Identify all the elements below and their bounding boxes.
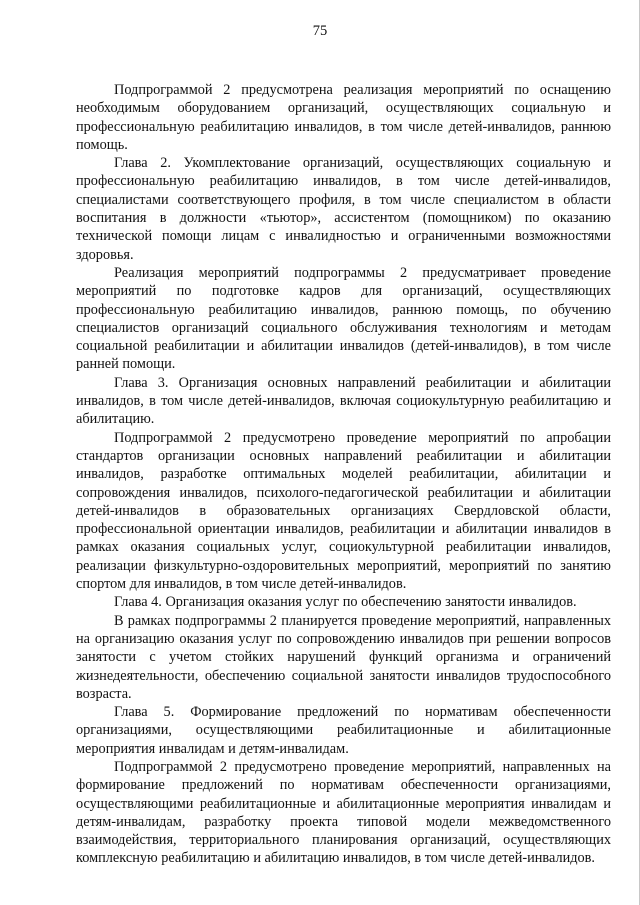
paragraph-chapter-2-heading: Глава 2. Укомплектование организаций, осуществляющих социальную и профессиональную реабилитацию инвалидов, в том числе детей-инвалидов, специалистами соответствующего профиля, в том числе специалистом в области воспитания в должности «тьютор», ассистентом (помощником) по оказанию технической помощи лицам с инвалидностью и ограниченными возможностями здоровья. xyxy=(76,155,611,263)
paragraph-chapter-4-heading: Глава 4. Организация оказания услуг по обеспечению занятости инвалидов. xyxy=(114,594,577,611)
page-number: 75 xyxy=(312,23,328,39)
paragraph-staff-training: Реализация мероприятий подпрограммы 2 предусматривает проведение мероприятий по подготовке кадров для организаций, осуществляющих профессиональную реабилитацию инвалидов, раннюю помощь, по обучению специалистов организаций социального обслуживания технологиям и методам социальной реабилитации и абилитации инвалидов (детей-инвалидов), в том числе ранней помощи. xyxy=(76,264,611,373)
page-body xyxy=(76,81,611,868)
paragraph-chapter-3-heading: Глава 3. Организация основных направлений реабилитации и абилитации инвалидов, в том числе детей-инвалидов, включая социокультурную реабилитацию и абилитацию. xyxy=(76,374,611,428)
paragraph-chapter-5-heading: Глава 5. Формирование предложений по нормативам обеспеченности организациями, осуществляющими реабилитационные и абилитационные мероприятия инвалидам и детям-инвалидам. xyxy=(76,704,611,757)
paragraph-employment-support: В рамках подпрограммы 2 планируется проведение мероприятий, направленных на организацию оказания услуг по сопровождению инвалидов при решении вопросов занятости с учетом стойких нарушений функций организма и ограничений жизнедеятельности, обеспечению социальной занятости инвалидов трудоспособного возраста. xyxy=(76,612,611,702)
paragraph-standards-approbation: Подпрограммой 2 предусмотрено проведение мероприятий по апробации стандартов организации основных направлений реабилитации и абилитации инвалидов, разработке оптимальных моделей реабилитации, абилитации и сопровождения инвалидов, психолого-педагогической реабилитации и абилитации детей-инвалидов в образовательных организациях Свердловской области, профессиональной ориентации инвалидов, реабилитации и абилитации инвалидов в рамках оказания социальных услуг, социокультурной реабилитации инвалидов, реализации физкультурно-оздоровительных мероприятий, мероприятий по занятию спортом для инвалидов, в том числе детей-инвалидов. xyxy=(76,429,611,593)
paragraph-norms-proposals: Подпрограммой 2 предусмотрено проведение мероприятий, направленных на формирование предложений по нормативам обеспеченности организациями, осуществляющими реабилитационные и абилитационные мероприятия инвалидам и детям-инвалидам, разработку проекта типовой модели межведомственного взаимодействия, территориального планирования организаций, осуществляющих комплексную реабилитацию и абилитацию инвалидов, в том числе детей-инвалидов. xyxy=(76,758,611,867)
paragraph-subprogram-equipment: Подпрограммой 2 предусмотрена реализация мероприятий по оснащению необходимым оборудованием организаций, осуществляющих социальную и профессиональную реабилитацию инвалидов, в том числе детей-инвалидов, раннюю помощь. xyxy=(76,82,611,153)
